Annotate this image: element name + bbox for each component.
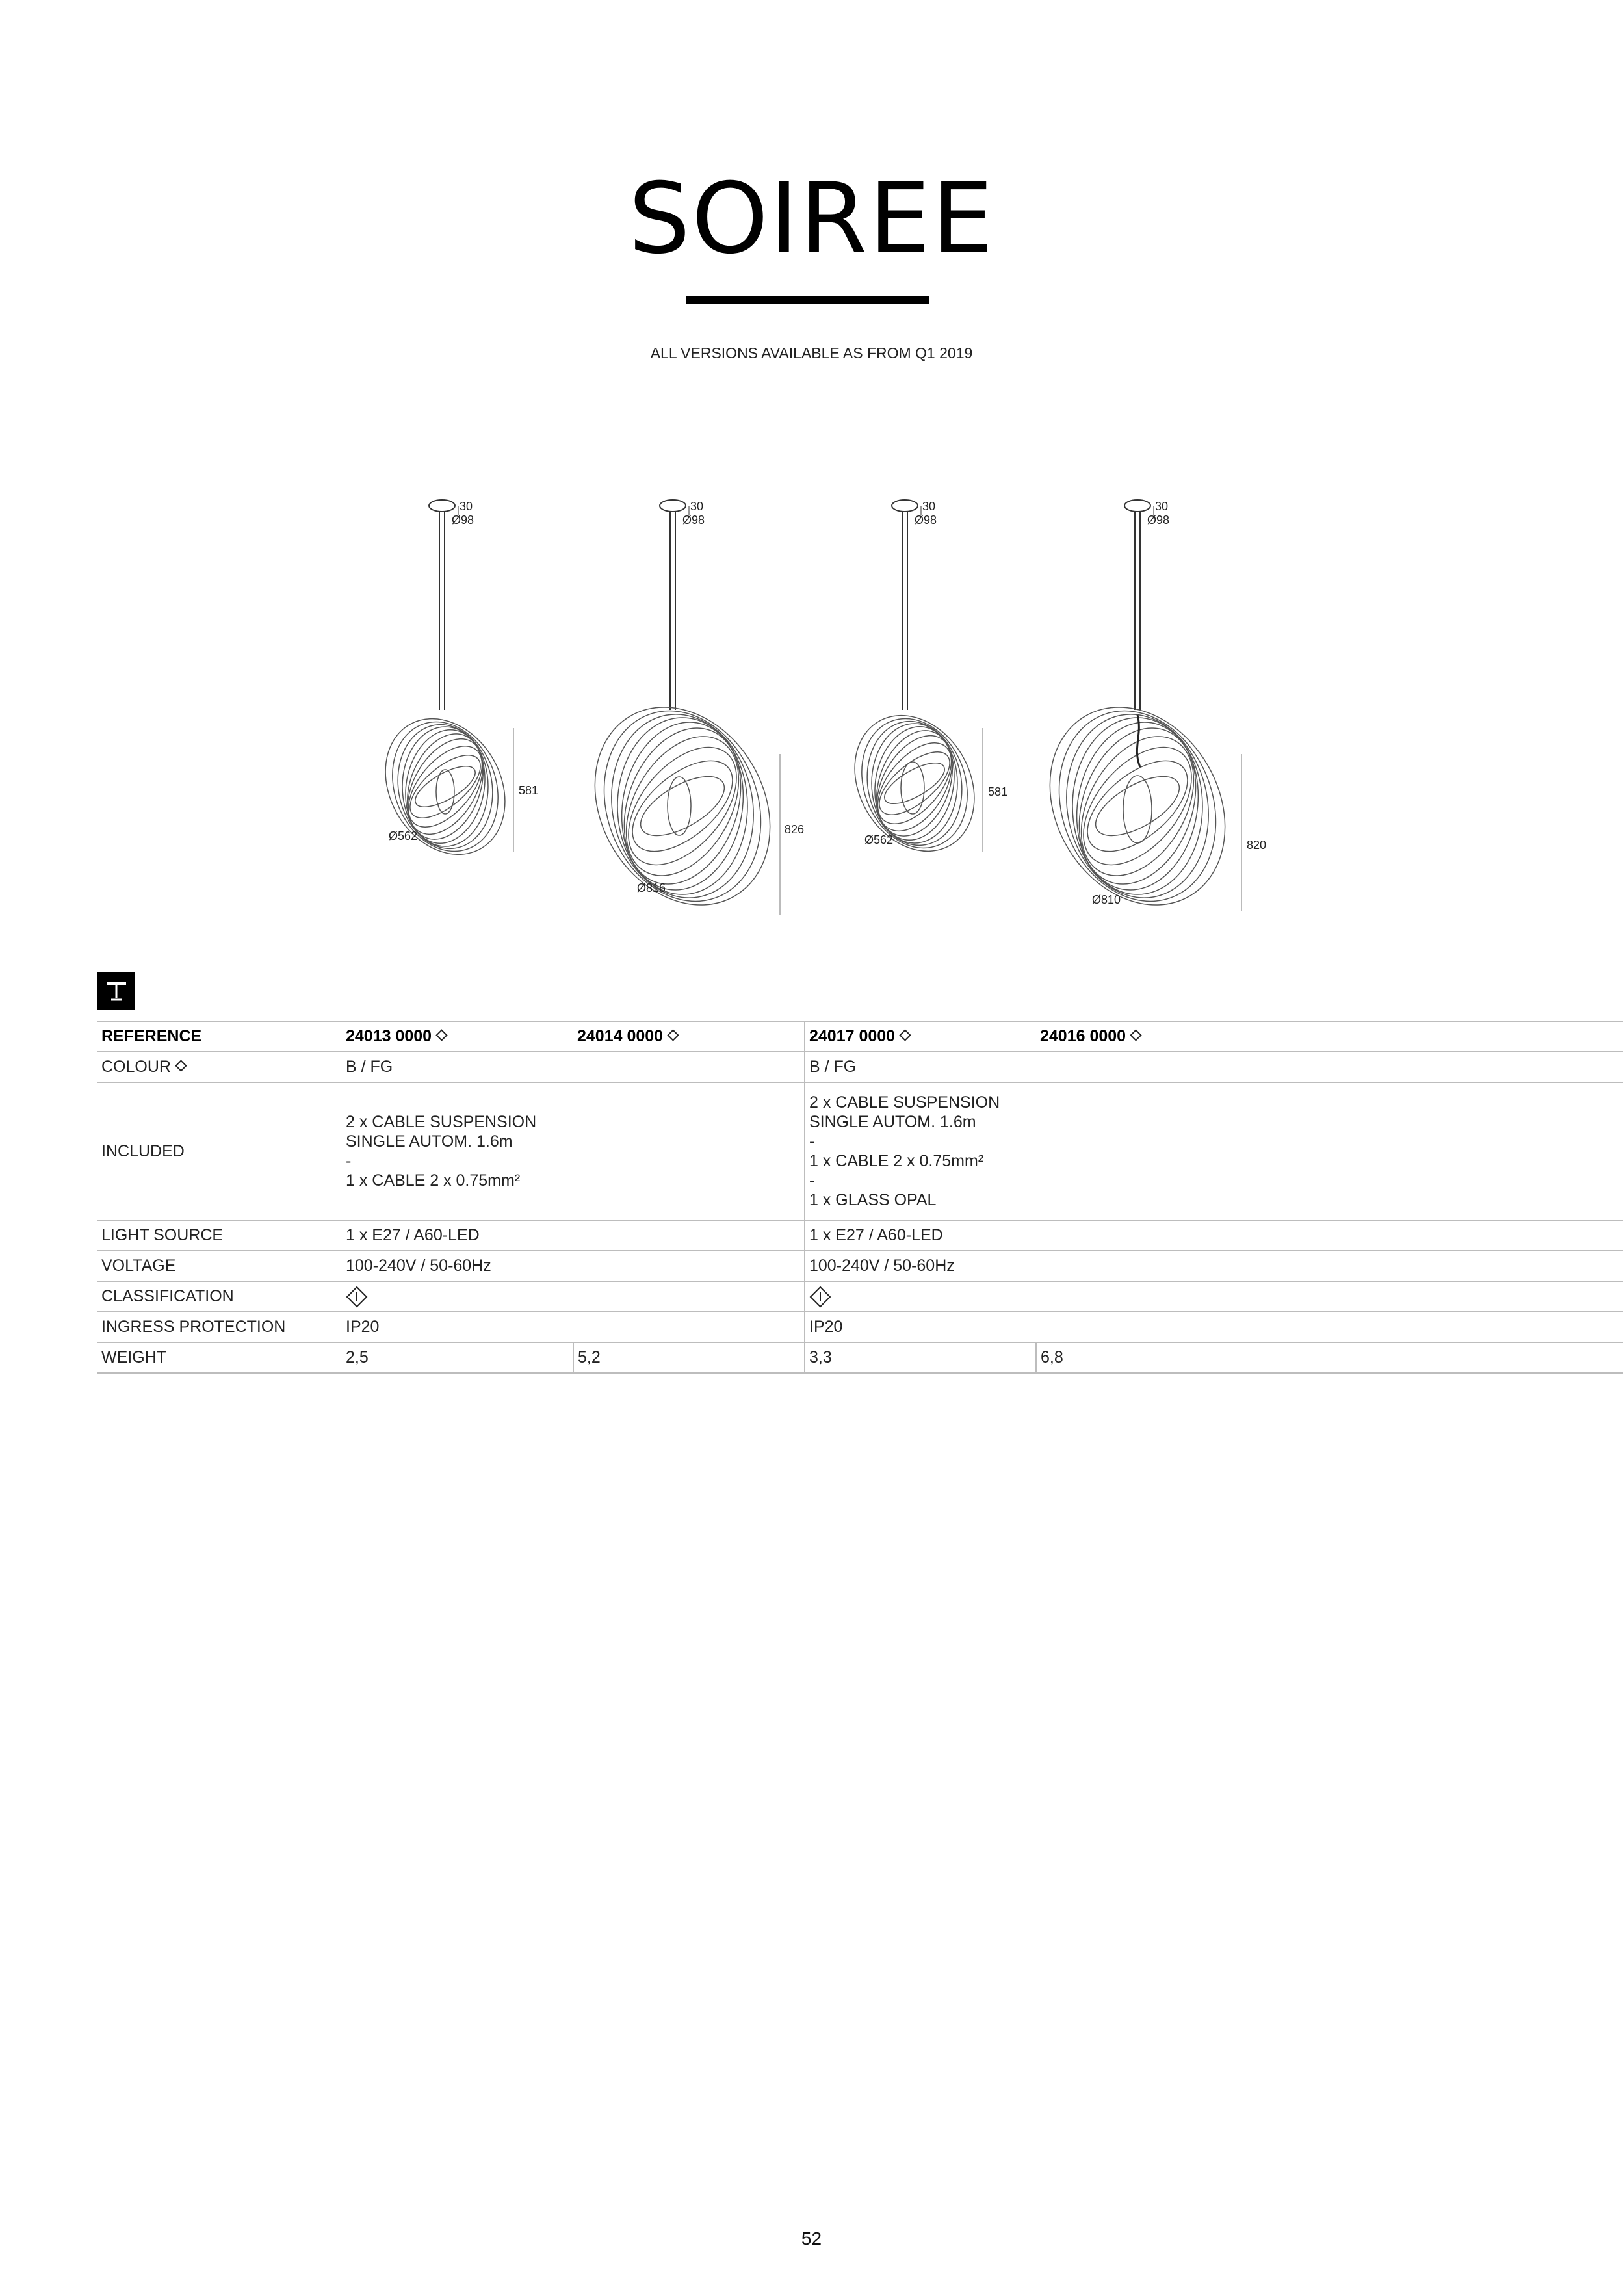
canopy-height-label: 30 (690, 500, 704, 513)
diameter-label: Ø810 (1092, 893, 1121, 906)
diameter-label: Ø562 (864, 833, 894, 846)
diamond-marker-icon (899, 1029, 911, 1041)
height-label: 826 (785, 823, 805, 836)
height-label: 820 (1247, 839, 1267, 852)
canopy-diameter-label: Ø98 (915, 514, 937, 527)
diameter-label: Ø562 (389, 829, 418, 842)
canopy-height-label: 30 (1155, 500, 1169, 513)
drawing-24014 (560, 500, 805, 923)
diamond-marker-icon (1130, 1029, 1141, 1041)
diamond-marker-icon (175, 1060, 187, 1071)
availability-note: ALL VERSIONS AVAILABLE AS FROM Q1 2019 (650, 345, 973, 361)
reference-cell: 24013 0000 (342, 1021, 573, 1052)
canopy-diameter-label: Ø98 (682, 514, 705, 527)
ingress-label: INGRESS PROTECTION (97, 1312, 342, 1342)
light-source-cell: 1 x E27 / A60-LED (805, 1220, 1623, 1251)
drawing-24013 (364, 500, 538, 876)
colour-label: COLOUR (97, 1052, 342, 1082)
canopy-height-label: 30 (922, 500, 936, 513)
title-underline (686, 296, 929, 304)
reference-cell: 24017 0000 (805, 1021, 1036, 1052)
included-label: INCLUDED (97, 1082, 342, 1220)
class-i-diamond-icon (809, 1286, 831, 1308)
diameter-label: Ø816 (637, 881, 666, 894)
drawing-24017 (831, 500, 1007, 873)
product-title: SOIREE (628, 163, 995, 276)
classification-cell (805, 1281, 1623, 1312)
canopy-height-label: 30 (460, 500, 473, 513)
diamond-marker-icon (667, 1029, 679, 1041)
voltage-cell: 100-240V / 50-60Hz (342, 1251, 805, 1281)
weight-cell: 5,2 (573, 1342, 805, 1373)
drawing-24016 (1015, 500, 1266, 923)
classification-row (97, 1281, 1623, 1312)
classification-cell (342, 1281, 805, 1312)
voltage-cell: 100-240V / 50-60Hz (805, 1251, 1623, 1281)
reference-row (97, 1021, 1623, 1052)
light-source-row (97, 1220, 1623, 1251)
weight-row (97, 1342, 1623, 1373)
canopy-diameter-label: Ø98 (1147, 514, 1170, 527)
light-source-label: LIGHT SOURCE (97, 1220, 342, 1251)
canopy-diameter-label: Ø98 (452, 514, 474, 527)
reference-cell: 24016 0000 (1036, 1021, 1623, 1052)
diamond-marker-icon (435, 1029, 447, 1041)
colour-row (97, 1052, 1623, 1082)
ingress-row (97, 1312, 1623, 1342)
colour-cell: B / FG (805, 1052, 1623, 1082)
voltage-label: VOLTAGE (97, 1251, 342, 1281)
ingress-cell: IP20 (805, 1312, 1623, 1342)
weight-cell: 2,5 (342, 1342, 573, 1373)
page-number: 52 (801, 2228, 822, 2249)
reference-label: REFERENCE (97, 1021, 342, 1052)
colour-cell: B / FG (342, 1052, 805, 1082)
technical-drawings (364, 481, 1287, 923)
weight-label: WEIGHT (97, 1342, 342, 1373)
height-label: 581 (988, 785, 1008, 798)
included-cell: 2 x CABLE SUSPENSION SINGLE AUTOM. 1.6m - 1 x CABLE 2 x 0.75mm² - 1 x GLASS OPAL (805, 1082, 1623, 1220)
height-label: 581 (519, 784, 539, 797)
classification-label: CLASSIFICATION (97, 1281, 342, 1312)
light-source-cell: 1 x E27 / A60-LED (342, 1220, 805, 1251)
voltage-row (97, 1251, 1623, 1281)
class-i-diamond-icon (346, 1286, 368, 1308)
ingress-cell: IP20 (342, 1312, 805, 1342)
weight-cell: 6,8 (1036, 1342, 1623, 1373)
reference-cell: 24014 0000 (573, 1021, 805, 1052)
included-cell: 2 x CABLE SUSPENSION SINGLE AUTOM. 1.6m - 1 x CABLE 2 x 0.75mm² (342, 1082, 805, 1220)
spec-table (97, 1021, 1623, 1374)
ceiling-pendant-icon (97, 972, 135, 1010)
weight-cell: 3,3 (805, 1342, 1036, 1373)
included-row (97, 1082, 1623, 1220)
